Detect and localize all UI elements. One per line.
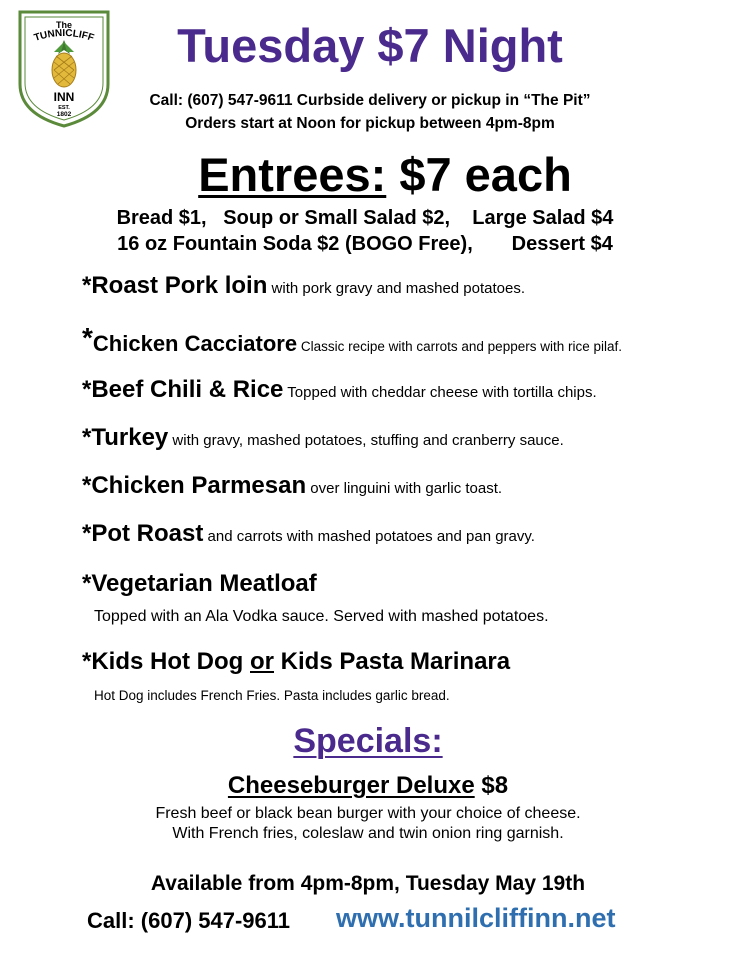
logo-inn: INN: [53, 90, 75, 104]
logo-shield-icon: [14, 6, 114, 130]
availability-line: Available from 4pm-8pm, Tuesday May 19th: [150, 872, 586, 895]
sides-line-2: 16 oz Fountain Soda $2 (BOGO Free), Dessert $4: [117, 233, 613, 255]
item-name-b: Kids Pasta Marinara: [274, 648, 511, 675]
logo-the: The: [55, 20, 73, 30]
logo-year: 1802: [56, 111, 72, 118]
item-desc: Classic recipe with carrots and peppers with rice pilaf.: [297, 339, 622, 354]
item-name-a: Kids Hot Dog: [91, 648, 250, 675]
item-star: *: [82, 570, 92, 597]
menu-item-turkey: [82, 424, 564, 452]
menu-item-vegetarian-meatloaf: [82, 570, 317, 598]
sides-line-1: Bread $1, Soup or Small Salad $2, Large Salad $4: [116, 207, 614, 229]
item-desc: with pork gravy and mashed potatoes.: [267, 280, 526, 297]
item-name: Chicken Parmesan: [91, 472, 307, 499]
item-star: *: [82, 520, 92, 547]
orders-info-line: Orders start at Noon for pickup between 4pm-8pm: [185, 115, 555, 132]
logo-est: EST.: [58, 105, 70, 111]
item-name: Beef Chili & Rice: [91, 376, 284, 403]
item-name-or: or: [250, 648, 274, 675]
item-star: *: [82, 472, 92, 499]
tunnicliff-inn-logo: [14, 6, 114, 130]
menu-item-pot-roast: [82, 520, 535, 548]
item-star: *: [82, 376, 92, 403]
item-star: *: [82, 424, 92, 451]
entrees-label: Entrees:: [198, 148, 387, 201]
sides-list: [0, 205, 730, 257]
menu-item-roast-pork: [82, 272, 525, 300]
special-item: [0, 772, 730, 800]
menu-item-chicken-cacciatore: [82, 322, 622, 357]
special-desc-line-1: Fresh beef or black bean burger with your choice of cheese.: [155, 805, 581, 822]
menu-item-chicken-parmesan: [82, 472, 502, 500]
kids-description: Hot Dog includes French Fries. Pasta includes garlic bread.: [94, 688, 450, 703]
item-name: Turkey: [91, 424, 169, 451]
item-desc: Topped with cheddar cheese with tortilla chips.: [283, 384, 597, 401]
menu-item-kids: [82, 648, 510, 676]
footer-call: Call: (607) 547-9611: [87, 908, 291, 933]
item-star: *: [82, 272, 92, 299]
item-name: Roast Pork loin: [91, 272, 268, 299]
item-desc: over linguini with garlic toast.: [306, 480, 503, 497]
item-desc: with gravy, mashed potatoes, stuffing and cranberry sauce.: [168, 432, 564, 449]
item-desc: and carrots with mashed potatoes and pan gravy.: [203, 528, 535, 545]
entrees-price: $7 each: [386, 148, 572, 201]
item-name: Vegetarian Meatloaf: [91, 570, 317, 597]
page-title: Tuesday $7 Night: [177, 19, 563, 72]
call-info-line: Call: (607) 547-9611 Curbside delivery or pickup in “The Pit”: [149, 92, 591, 109]
website-link[interactable]: www.tunnilcliffinn.net: [336, 903, 616, 933]
item-star: *: [82, 322, 93, 353]
item-star: *: [82, 648, 92, 675]
entrees-heading: [0, 147, 730, 202]
special-item-name: Cheeseburger Deluxe: [227, 772, 475, 799]
meatloaf-description: Topped with an Ala Vodka sauce. Served with mashed potatoes.: [94, 608, 549, 625]
special-item-price: $8: [474, 772, 509, 799]
item-name: Chicken Cacciatore: [92, 331, 298, 356]
item-name: Pot Roast: [91, 520, 204, 547]
special-desc-line-2: With French fries, coleslaw and twin onion ring garnish.: [172, 825, 564, 842]
specials-heading: Specials:: [293, 722, 443, 760]
menu-item-beef-chili: [82, 376, 597, 404]
logo-name: TUNNICLIFF: [32, 27, 96, 44]
